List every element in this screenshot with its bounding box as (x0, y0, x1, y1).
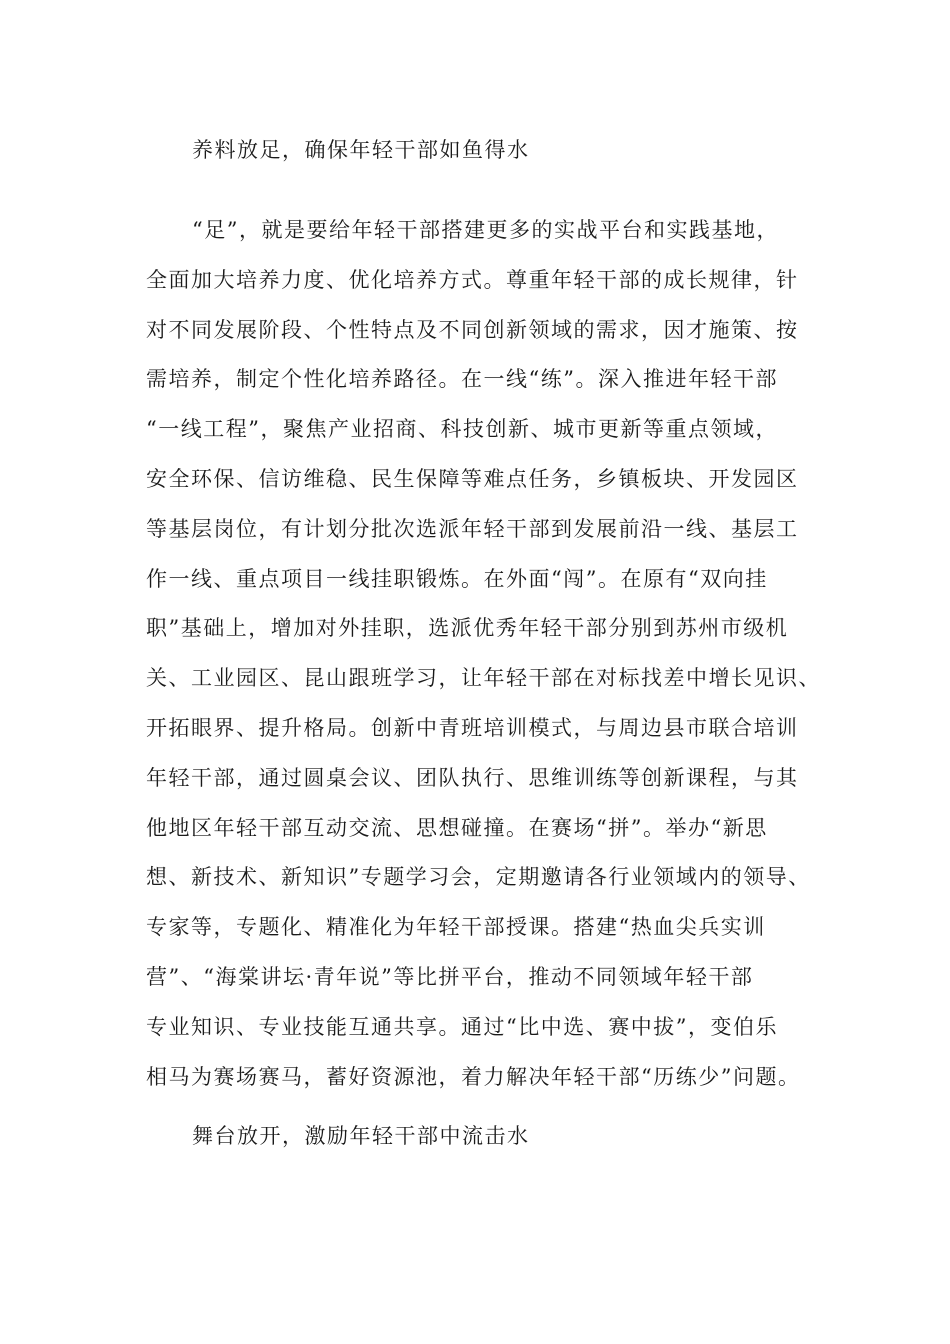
paragraph-line: 专家等，专题化、精准化为年轻干部授课。搭建“热血尖兵实训 (146, 915, 766, 940)
paragraph-line: 对不同发展阶段、个性特点及不同创新领域的需求，因才施策、按 (146, 317, 799, 342)
paragraph-line: 需培养，制定个性化培养路径。在一线“练”。深入推进年轻干部 (146, 367, 778, 392)
paragraph-line: 等基层岗位，有计划分批次选派年轻干部到发展前沿一线、基层工 (146, 516, 799, 541)
paragraph-line: 安全环保、信访维稳、民生保障等难点任务，乡镇板块、开发园区 (146, 466, 799, 491)
paragraph-line: 全面加大培养力度、优化培养方式。尊重年轻干部的成长规律，针 (146, 267, 799, 292)
paragraph-line: 专业知识、专业技能互通共享。通过“比中选、赛中拔”，变伯乐 (146, 1014, 778, 1039)
paragraph-line: 开拓眼界、提升格局。创新中青班培训模式，与周边县市联合培训 (146, 715, 799, 740)
paragraph-line: 营”、“海棠讲坛·青年说”等比拼平台，推动不同领域年轻干部 (146, 964, 754, 989)
paragraph-line: 关、工业园区、昆山跟班学习，让年轻干部在对标找差中增长见识、 (146, 666, 821, 691)
paragraph-line: 相马为赛场赛马，蓄好资源池，着力解决年轻干部“历练少”问题。 (146, 1064, 801, 1089)
section-heading-stage: 舞台放开，激励年轻干部中流击水 (192, 1124, 530, 1148)
paragraph-line: 想、新技术、新知识”专题学习会，定期邀请各行业领域内的领导、 (146, 865, 811, 890)
paragraph-nurture (146, 206, 826, 1102)
paragraph-line: 他地区年轻干部互动交流、思想碰撞。在赛场“拼”。举办“新思 (146, 815, 768, 840)
paragraph-line: “足”，就是要给年轻干部搭建更多的实战平台和实践基地， (192, 218, 779, 242)
paragraph-line: “一线工程”，聚焦产业招商、科技创新、城市更新等重点领域， (146, 417, 778, 442)
paragraph-line: 年轻干部，通过圆桌会议、团队执行、思维训练等创新课程，与其 (146, 765, 799, 790)
paragraph-line: 作一线、重点项目一线挂职锻炼。在外面“闯”。在原有“双向挂 (146, 566, 768, 591)
paragraph-line: 职”基础上，增加对外挂职，选派优秀年轻干部分别到苏州市级机 (146, 616, 789, 641)
section-heading-nurture: 养料放足，确保年轻干部如鱼得水 (192, 138, 530, 162)
